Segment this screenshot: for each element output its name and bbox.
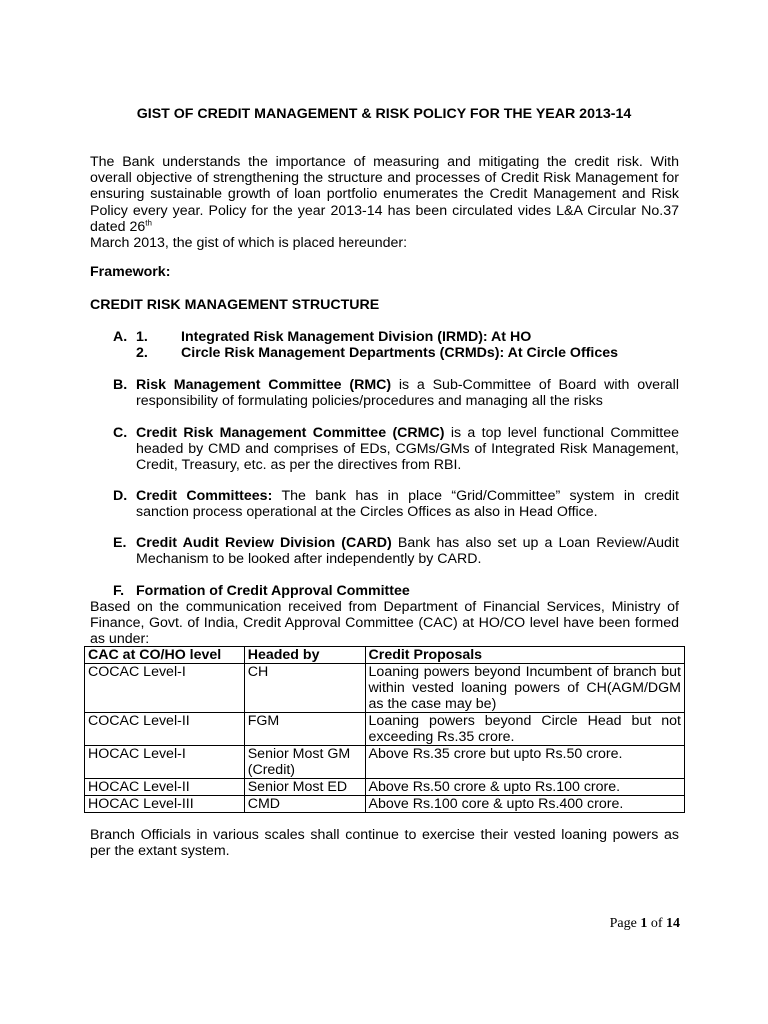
item-a-letter: A. xyxy=(113,329,128,345)
item-a-row-2-number: 2. xyxy=(136,345,148,361)
item-b xyxy=(113,377,679,409)
item-f-letter: F. xyxy=(113,583,125,599)
item-c-text: is a top level functional Committee headed by CMD and comprises of EDs, CGMs/GMs of Integrated Risk Management, Credit, Treasury, etc. as per the directives from RBI. xyxy=(136,425,679,474)
item-a-row-1 xyxy=(113,329,531,345)
item-a-row-1-number: 1. xyxy=(136,329,148,345)
cac-level-cell: COCAC Level-I xyxy=(85,664,245,713)
item-e-bold: Credit Audit Review Division (CARD) xyxy=(136,535,392,551)
cac-level-cell: HOCAC Level-III xyxy=(85,796,245,813)
item-d-letter: D. xyxy=(113,488,128,504)
intro-superscript: th xyxy=(145,218,152,228)
credit-proposal-cell: Loaning powers beyond Incumbent of branch but within vested loaning powers of CH(AGM/DGM as the case may be) xyxy=(365,664,684,713)
item-a-row-1-text: Integrated Risk Management Division (IRMD): At HO xyxy=(181,329,532,345)
item-c-letter: C. xyxy=(113,425,128,441)
page-total: 14 xyxy=(666,916,680,931)
item-d-text: The bank has in place “Grid/Committee” system in credit sanction process operational at the Circles Offices as also in Head Office. xyxy=(136,488,679,521)
item-c-bold: Credit Risk Management Committee (CRMC) xyxy=(136,425,445,441)
structure-heading: CREDIT RISK MANAGEMENT STRUCTURE xyxy=(90,297,380,313)
credit-proposal-cell: Above Rs.50 crore & upto Rs.100 crore. xyxy=(365,779,684,796)
page-number xyxy=(600,916,680,932)
cac-intro-paragraph: Based on the communication received from Department of Financial Services, Ministry of Finance, Govt. of India, Credit Approval Committee (CAC) at HO/CO level have been formed as under: xyxy=(90,599,679,648)
cac-level-cell: HOCAC Level-II xyxy=(85,779,245,796)
credit-proposal-cell: Loaning powers beyond Circle Head but not exceeding Rs.35 crore. xyxy=(365,713,684,746)
cac-level-cell: HOCAC Level-I xyxy=(85,746,245,779)
item-d-bold: Credit Committees: xyxy=(136,488,273,504)
item-b-text: is a Sub-Committee of Board with overall responsibility of formulating policies/procedures and managing all the risks xyxy=(136,377,679,410)
column-header-cac-level: CAC at CO/HO level xyxy=(85,647,245,664)
headed-by-cell: Senior Most ED xyxy=(244,779,365,796)
intro-text-part1: The Bank understands the importance of measuring and mitigating the credit risk. With overall objective of strengthening the structure and processes of Credit Risk Management for ensuring sustainable growth of loan portfolio enumerates the Credit Management and Risk Policy every year. Policy for the year 2013-14 has been circulated vides L&A Circular No.37 dated 26 xyxy=(90,154,679,235)
intro-paragraph xyxy=(90,154,679,251)
column-header-credit-proposals: Credit Proposals xyxy=(365,647,684,664)
page-current: 1 xyxy=(640,916,648,931)
headed-by-cell: Senior Most GM (Credit) xyxy=(244,746,365,779)
item-e-letter: E. xyxy=(113,535,127,551)
item-b-letter: B. xyxy=(113,377,128,393)
item-c xyxy=(113,425,679,474)
item-d xyxy=(113,488,679,520)
page-of-label: of xyxy=(647,916,666,931)
item-b-bold: Risk Management Committee (RMC) xyxy=(136,377,392,393)
item-f-bold: Formation of Credit Approval Committee xyxy=(136,583,410,599)
item-e-text: Bank has also set up a Loan Review/Audit Mechanism to be looked after independently by CARD. xyxy=(136,535,679,568)
table-row xyxy=(85,713,685,746)
credit-proposal-cell: Above Rs.100 core & upto Rs.400 crore. xyxy=(365,796,684,813)
headed-by-cell: CH xyxy=(244,664,365,713)
item-f xyxy=(113,583,679,599)
document-title: GIST OF CREDIT MANAGEMENT & RISK POLICY FOR THE YEAR 2013-14 xyxy=(136,106,632,122)
branch-officials-note: Branch Officials in various scales shall continue to exercise their vested loaning powers as per the extant system. xyxy=(90,827,679,860)
column-header-headed-by: Headed by xyxy=(244,647,365,664)
table-row xyxy=(85,796,685,813)
framework-heading: Framework: xyxy=(90,264,171,280)
headed-by-cell: CMD xyxy=(244,796,365,813)
table-header-row xyxy=(85,647,685,664)
intro-text-part2: March 2013, the gist of which is placed hereunder: xyxy=(90,235,408,252)
table-row xyxy=(85,779,685,796)
table-row xyxy=(85,664,685,713)
headed-by-cell: FGM xyxy=(244,713,365,746)
table-row xyxy=(85,746,685,779)
page-label: Page xyxy=(609,916,641,931)
item-a-row-2 xyxy=(136,345,618,361)
cac-level-cell: COCAC Level-II xyxy=(85,713,245,746)
credit-proposal-cell: Above Rs.35 crore but upto Rs.50 crore. xyxy=(365,746,684,779)
item-a-row-2-text: Circle Risk Management Departments (CRMDs): At Circle Offices xyxy=(181,345,619,361)
cac-table xyxy=(84,646,685,813)
item-e xyxy=(113,535,679,567)
